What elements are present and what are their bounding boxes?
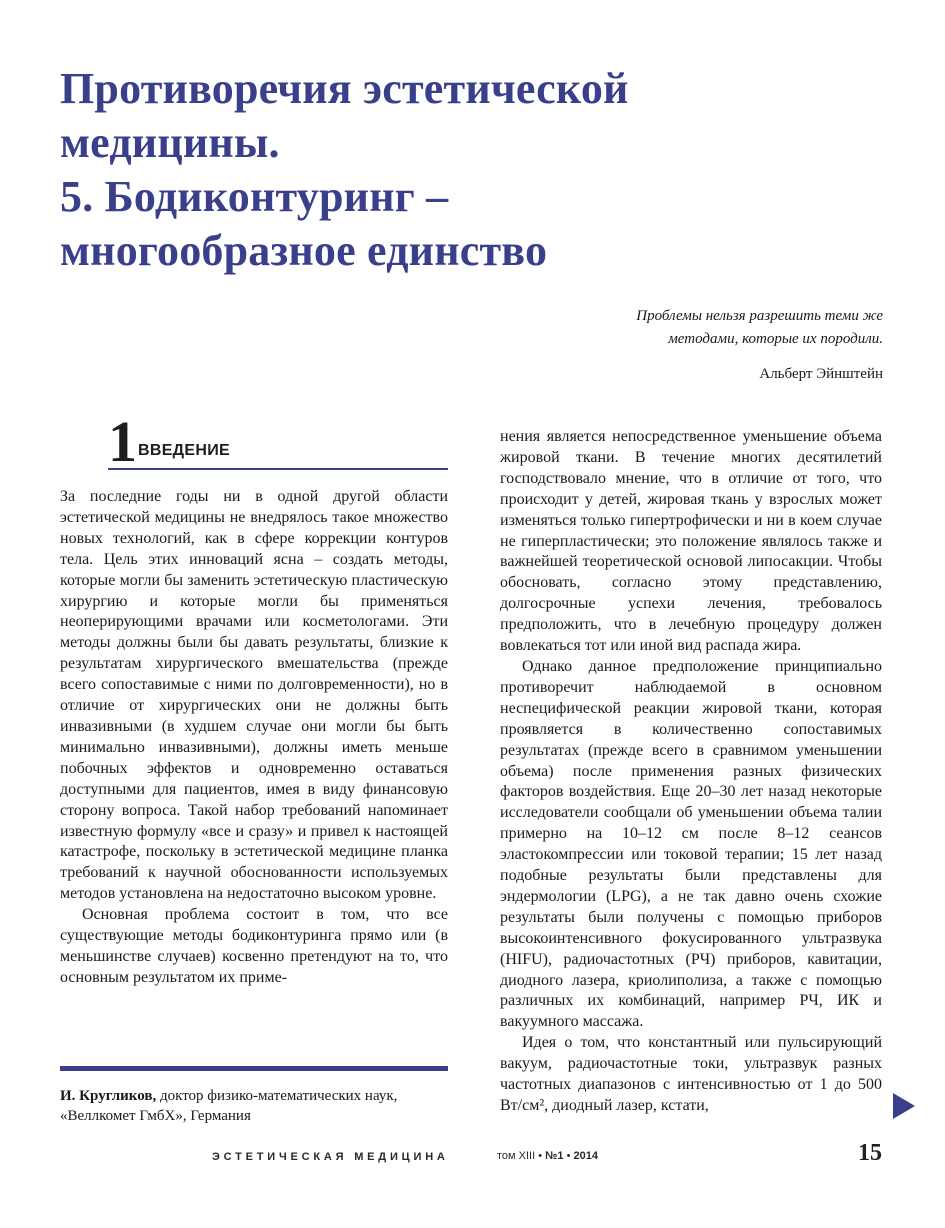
issue-volume: том XIII [497, 1150, 536, 1162]
epigraph-line: Проблемы нельзя разрешить теми же [636, 308, 883, 324]
paragraph: Основная проблема состоит в том, что все существующие методы бодиконтуринга прямо или (в меньшинстве случаев) косвенно претендуют на то, что основным результатом их приме- [60, 906, 448, 986]
issue-number: №1 [545, 1150, 564, 1162]
page-number: 15 [858, 1140, 882, 1166]
journal-name: ЭСТЕТИЧЕСКАЯ МЕДИЦИНА [212, 1151, 449, 1163]
title-line: медицины. [60, 118, 280, 167]
author-details: доктор физико-математических наук, «Веллкомет ГмбХ», Германия [60, 1088, 398, 1124]
epigraph [636, 305, 883, 351]
title-line: 5. Бодиконтуринг – [60, 172, 449, 221]
title-line: многообразное единство [60, 226, 548, 275]
epigraph-author: Альберт Эйнштейн [759, 366, 883, 382]
paragraph: Однако данное предположение принципиально противоречит наблюдаемой в основном неспецифической реакции жировой ткани, которая проявляется в количественно сопоставимых результатах (прежде всего в сравнимом уменьшении объема) после применения разных физических факторов воздействия. Еще 20–30 лет назад некоторые исследователи сообщали об уменьшении объема талии примерно на 10–12 см после 8–12 сеансов эластокомпрессии или токовой терапии; 15 лет назад подобные результаты были представлены для эндермологии (LPG), а не так давно очень схожие результаты были получены с помощью приборов высокоинтенсивного фокусированного ультразвука (HIFU), радиочастотных (РЧ) приборов, кавитации, диодного лазера, криолиполиза, а также с помощью различных их комбинаций, например РЧ, ИК и вакуумного массажа. [500, 657, 882, 1031]
paragraph: нения является непосредственное уменьшение объема жировой ткани. В течение многих десятилетий господствовало мнение, что в отличие от того, что происходит у детей, жировая ткань у взрослых может изменяться только гипертрофически и ни в коем случае не гиперпластически; это положение являлось также и важнейшей теоретической основой липосакции. Чтобы обосновать, согласно этому представлению, долгосрочные успехи лечения, требовалось предположить, что в лечебную процедуру должен вовлекаться тот или иной вид распада жира. [500, 428, 882, 655]
section-heading [108, 409, 448, 474]
triangle-right-icon[interactable] [893, 1093, 915, 1119]
section-title: ВВЕДЕНИЕ [138, 442, 230, 459]
issue-separator: • [563, 1150, 574, 1162]
issue-separator: • [535, 1150, 546, 1162]
text-column-left [60, 487, 448, 989]
author-info [60, 1086, 448, 1126]
issue-info [497, 1150, 598, 1162]
author-divider [60, 1066, 448, 1071]
paragraph: За последние годы ни в одной другой области эстетической медицины не внедрялось такое множество новых технологий, как в сфере коррекции контуров тела. Цель этих инноваций ясна – создать методы, которые могли бы заменить эстетическую пластическую хирургию и которые могли бы применяться неоперирующими врачами или косметологами. Эти методы должны были бы давать результаты, близкие к результатам хирургического вмешательства (прежде всего сопоставимые с ними по долговременности), но в отличие от хирургических они не должны быть инвазивными (в худшем случае они могли бы быть минимально инвазивными), должны иметь меньше побочных эффектов и одновременно оставаться доступными для пациентов, имея в виду финансовую сторону вопроса. Такой набор требований напоминает известную формулу «все и сразу» и привел к настоящей катастрофе, поскольку в эстетической медицине планка требований к научной обоснованности используемых методов установлена на недостаточно высоком уровне. [60, 488, 448, 903]
epigraph-line: методами, которые их породили. [668, 331, 883, 347]
paragraph: Идея о том, что константный или пульсирующий вакуум, радиочастотные токи, ультразвук разных частотных диапазонов с интенсивностью от 1 до 500 Вт/см², диодный лазер, кстати, [500, 1034, 882, 1114]
title-line: Противоречия эстетической [60, 64, 629, 113]
article-title [60, 62, 910, 278]
author-name: И. Кругликов, [60, 1088, 157, 1104]
text-column-right [500, 427, 882, 1117]
issue-year: 2014 [573, 1150, 598, 1162]
section-number: 1 [108, 409, 137, 474]
